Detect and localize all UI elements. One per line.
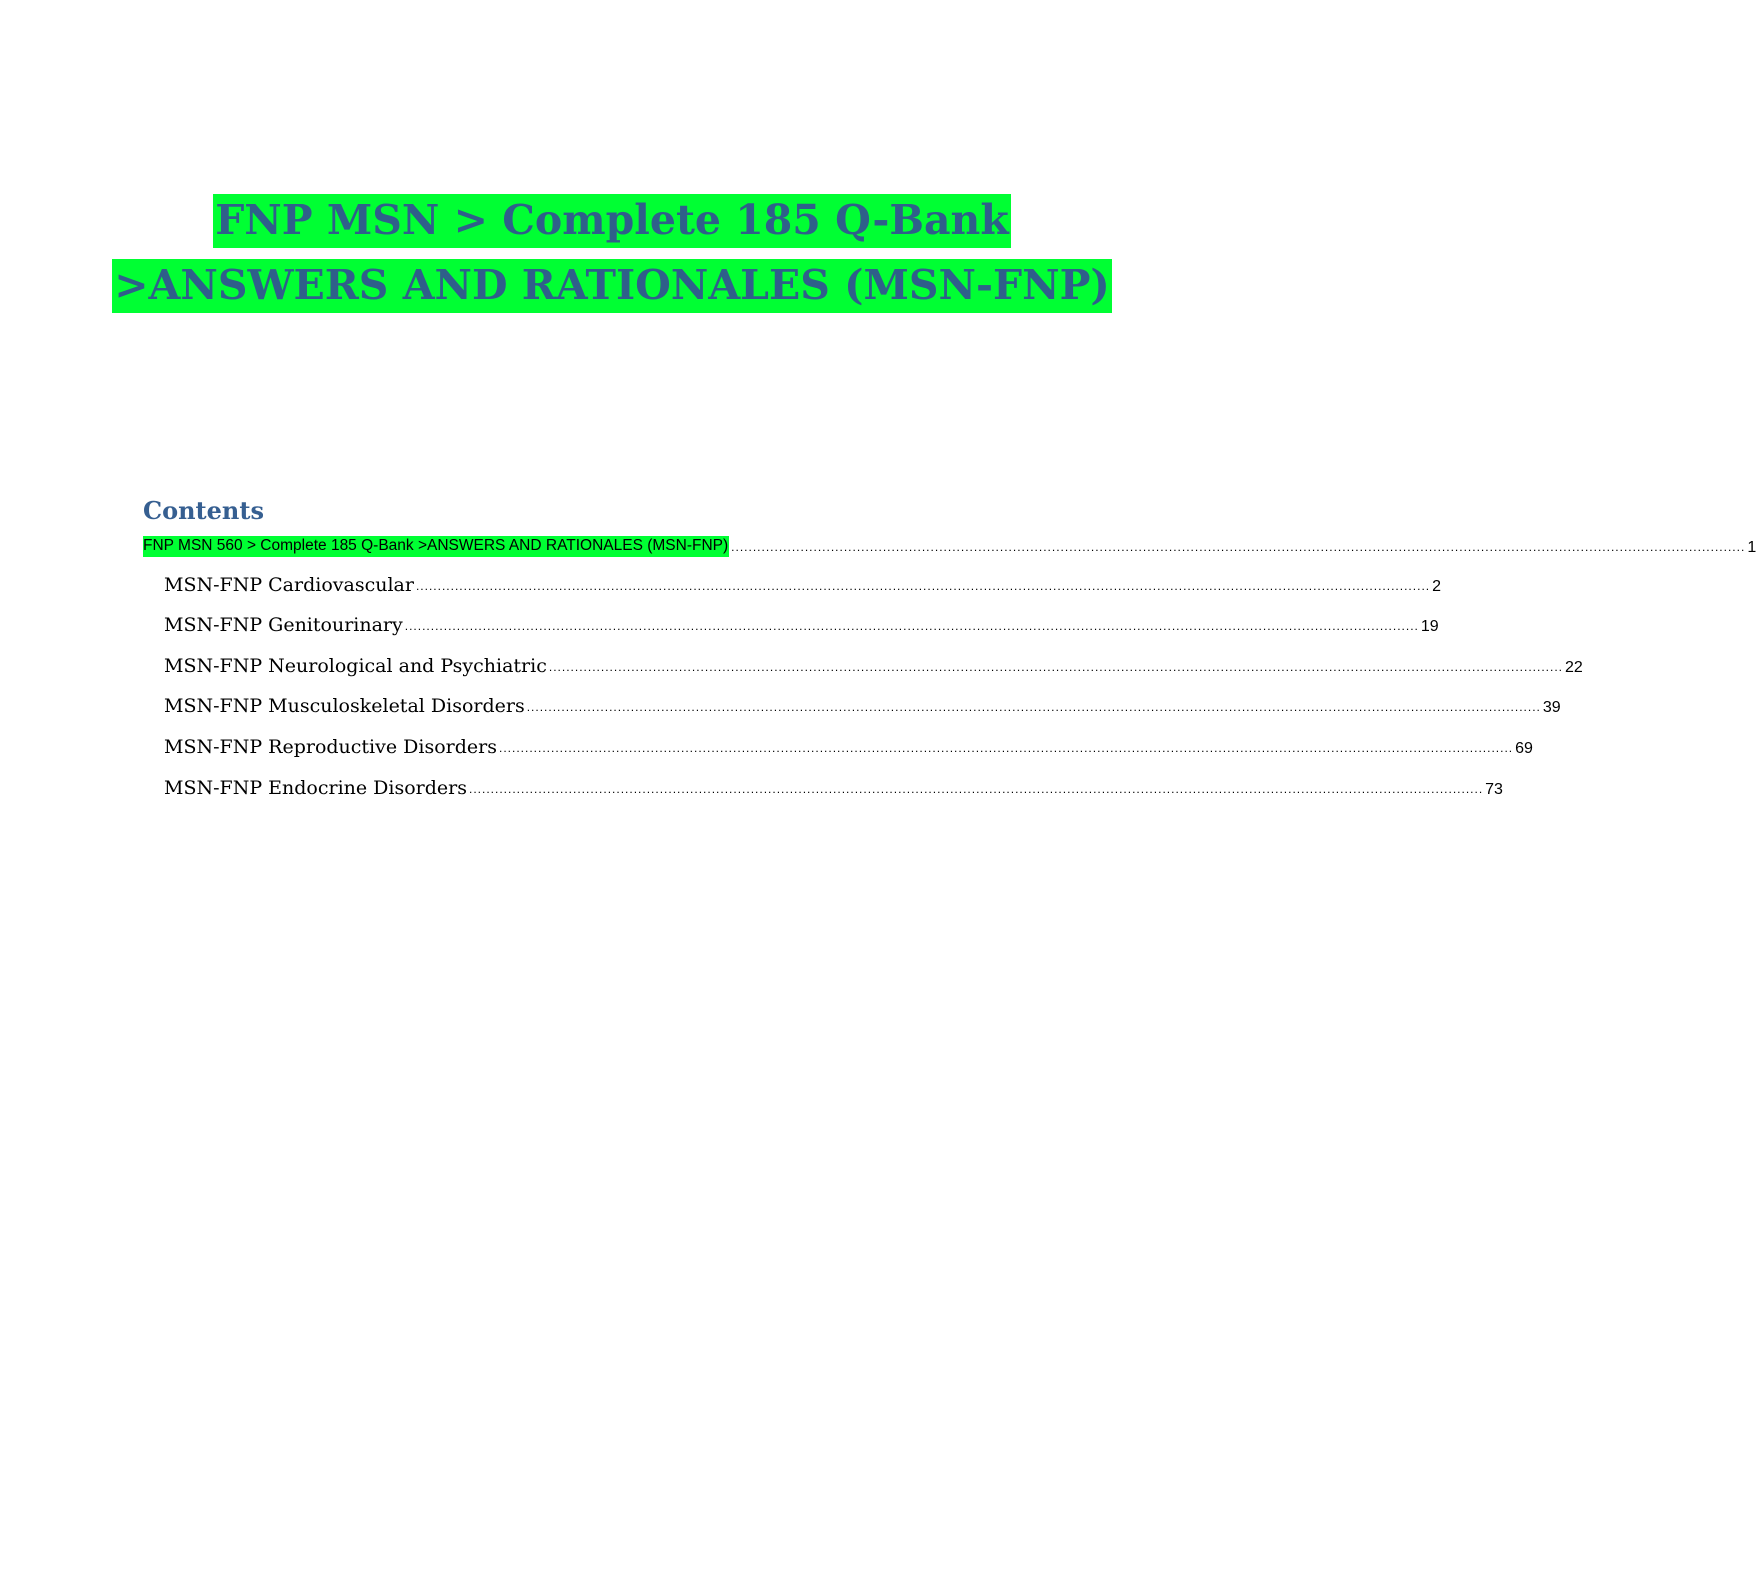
toc-entry-endocrine[interactable] [164,777,1503,799]
toc-page-number: 73 [1485,781,1503,798]
toc-page-number: 22 [1565,659,1583,676]
toc-dot-leader: .......................................................................................................................................................................................................................................... [526,700,1541,714]
title-line-2 [0,253,1224,318]
contents-heading: Contents [143,496,264,525]
toc-dot-leader: .......................................................................................................................................................................................................................................... [731,540,1746,554]
toc-dot-leader: .......................................................................................................................................................................................................................................... [415,579,1431,593]
title-line-1 [0,188,1224,253]
toc-page-number: 69 [1515,740,1533,757]
toc-entry-label: FNP MSN 560 > Complete 185 Q-Bank >ANSWERS AND RATIONALES (MSN-FNP) [143,536,729,557]
toc-entry-musculoskeletal[interactable] [164,695,1561,717]
toc-dot-leader: .......................................................................................................................................................................................................................................... [498,741,1514,755]
toc-entry-label: MSN-FNP Reproductive Disorders [164,736,497,758]
title-line-1-text: FNP MSN > Complete 185 Q-Bank [213,194,1011,248]
document-title [0,188,1224,318]
toc-entry-reproductive[interactable] [164,736,1533,758]
toc-entry-genitourinary[interactable] [164,614,1439,636]
toc-entry-label: MSN-FNP Genitourinary [164,614,403,636]
toc-entry-main[interactable] [143,536,1756,557]
toc-dot-leader: .......................................................................................................................................................................................................................................... [404,619,1419,633]
toc-dot-leader: .......................................................................................................................................................................................................................................... [469,782,1484,796]
toc-entry-label: MSN-FNP Endocrine Disorders [164,777,467,799]
toc-entry-label: MSN-FNP Musculoskeletal Disorders [164,695,525,717]
toc-page-number: 2 [1432,578,1442,595]
toc-page-number: 1 [1747,539,1756,556]
toc-page-number: 39 [1542,699,1561,716]
toc-page-number: 19 [1420,618,1439,635]
title-line-2-text: >ANSWERS AND RATIONALES (MSN-FNP) [112,259,1112,313]
toc-entry-neurological[interactable] [164,655,1583,677]
toc-entry-cardiovascular[interactable] [164,574,1442,596]
toc-entry-label: MSN-FNP Cardiovascular [164,574,414,596]
toc-dot-leader: .......................................................................................................................................................................................................................................... [548,660,1564,674]
toc-entry-label: MSN-FNP Neurological and Psychiatric [164,655,547,677]
